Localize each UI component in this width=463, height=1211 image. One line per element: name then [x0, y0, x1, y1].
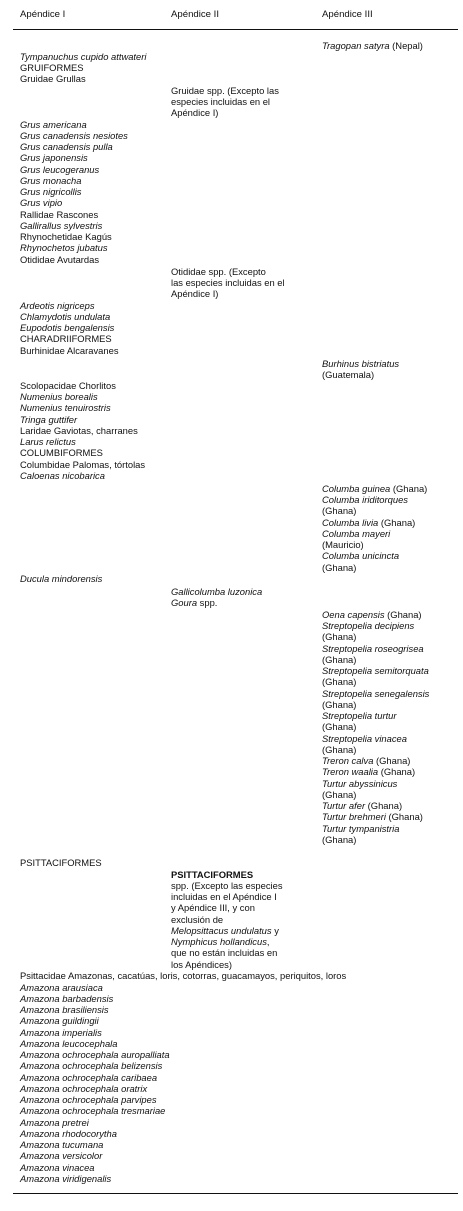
- species-name: Columba guinea: [322, 483, 391, 494]
- table-cell-line: [20, 1038, 117, 1049]
- cell-text: (Ghana): [322, 721, 357, 732]
- table-cell-line: [20, 186, 81, 197]
- species-name: Numenius borealis: [20, 391, 98, 402]
- species-name: Ducula mindorensis: [20, 573, 103, 584]
- table-cell-line: [322, 665, 429, 676]
- table-cell-line: [322, 483, 427, 494]
- table-cell-line: [20, 119, 87, 130]
- table-cell-line: [322, 811, 423, 822]
- species-name: Grus canadensis pulla: [20, 141, 113, 152]
- cell-text: spp.: [171, 880, 189, 891]
- table-cell-line: [20, 220, 102, 231]
- table-cell-line: [322, 778, 397, 789]
- species-name: Amazona ochrocephala belizensis: [20, 1060, 163, 1071]
- table-cell-line: [171, 902, 255, 913]
- cell-text: las especies incluidas en el: [171, 277, 285, 288]
- species-name: Larus relictus: [20, 436, 76, 447]
- cell-text: los Apéndices): [171, 959, 232, 970]
- cell-text: Apéndice I): [171, 288, 219, 299]
- cell-text: (Ghana): [322, 676, 357, 687]
- table-cell-line: [20, 175, 82, 186]
- table-cell-line: [322, 550, 399, 561]
- species-name: Treron waalia: [322, 766, 379, 777]
- table-cell-line: [171, 586, 262, 597]
- cell-text: Rallidae Rascones: [20, 209, 99, 220]
- species-name: Grus leucogeranus: [20, 164, 100, 175]
- cell-text: (Excepto: [226, 266, 266, 277]
- species-name: Amazona barbadensis: [20, 993, 114, 1004]
- table-cell-line: [20, 447, 103, 458]
- table-cell-line: [20, 209, 98, 220]
- species-name: Oena capensis: [322, 609, 385, 620]
- table-cell-line: [20, 970, 346, 981]
- table-cell-line: [171, 266, 266, 277]
- table-cell-line: [20, 414, 77, 425]
- species-name: Tragopan satyra: [322, 40, 390, 51]
- table-cell-line: [20, 311, 110, 322]
- species-name: Amazona ochrocephala tresmariae: [20, 1105, 166, 1116]
- cell-text: Apéndice I): [171, 107, 219, 118]
- table-cell-line: [322, 733, 407, 744]
- species-name: Nymphicus hollandicus: [171, 936, 267, 947]
- table-cell-line: [20, 1049, 170, 1060]
- header-apendice-i: Apéndice I: [20, 9, 66, 20]
- table-cell-line: [171, 925, 279, 936]
- table-cell-line: [20, 231, 112, 242]
- table-cell-line: [171, 85, 279, 96]
- table-cell-line: [20, 242, 108, 253]
- table-cell-line: [171, 107, 218, 118]
- species-name: Numenius tenuirostris: [20, 402, 111, 413]
- species-name: Amazona viridigenalis: [20, 1173, 112, 1184]
- cell-text: Gruidae Grullas: [20, 73, 86, 84]
- header-apendice-ii: Apéndice II: [171, 9, 220, 20]
- species-name: Streptopelia senegalensis: [322, 688, 430, 699]
- table-cell-line: [322, 744, 356, 755]
- species-name: Tympanuchus cupido attwateri: [20, 51, 147, 62]
- table-cell-line: [20, 130, 128, 141]
- species-name: Turtur afer: [322, 800, 366, 811]
- species-name: Rhynochetos jubatus: [20, 242, 108, 253]
- species-name: Ardeotis nigriceps: [20, 300, 95, 311]
- species-name: Streptopelia roseogrisea: [322, 643, 424, 654]
- cell-text: exclusión de: [171, 914, 224, 925]
- table-cell-line: [20, 982, 103, 993]
- cell-text: (Ghana): [322, 834, 357, 845]
- species-name: Amazona guildingii: [20, 1015, 99, 1026]
- species-name: Grus vipio: [20, 197, 63, 208]
- species-name: Grus monacha: [20, 175, 82, 186]
- table-cell-line: [20, 1060, 162, 1071]
- cell-text: Laridae Gaviotas, charranes: [20, 425, 138, 436]
- table-cell-line: [322, 631, 356, 642]
- species-name: Caloenas nicobarica: [20, 470, 105, 481]
- cell-text: (Ghana): [378, 766, 416, 777]
- table-cell-line: [171, 936, 270, 947]
- table-cell-line: [20, 254, 99, 265]
- table-cell-line: [322, 369, 374, 380]
- cell-text: (Ghana): [373, 755, 411, 766]
- table-cell-line: [20, 1150, 102, 1161]
- table-cell-line: [322, 800, 402, 811]
- species-name: Grus americana: [20, 119, 87, 130]
- cell-text: (Ghana): [322, 789, 357, 800]
- table-cell-line: [20, 1004, 109, 1015]
- species-name: Melopsittacus undulatus: [171, 925, 272, 936]
- cell-text: Otididae spp.: [171, 266, 227, 277]
- table-cell-line: [20, 573, 102, 584]
- species-name: Columba iriditorques: [322, 494, 408, 505]
- table-cell-line: [20, 391, 98, 402]
- table-cell-line: [322, 562, 356, 573]
- table-cell-line: [20, 62, 84, 73]
- table-cell-line: [322, 643, 424, 654]
- species-name: Tringa guttifer: [20, 414, 78, 425]
- table-cell-line: [20, 1083, 147, 1094]
- table-cell-line: [322, 528, 390, 539]
- cell-text: Rhynochetidae Kagús: [20, 231, 112, 242]
- species-name: Turtur tympanistria: [322, 823, 400, 834]
- species-name: Burhinus bistriatus: [322, 358, 400, 369]
- table-cell-line: [322, 710, 397, 721]
- cell-text: (Guatemala): [322, 369, 375, 380]
- cell-text: que no están incluidas en: [171, 947, 278, 958]
- species-name: Amazona brasiliensis: [20, 1004, 109, 1015]
- cell-text: Gruidae spp.: [171, 85, 225, 96]
- cell-text: (Ghana): [390, 483, 428, 494]
- table-cell-line: [171, 880, 283, 891]
- cell-text: especies incluidas en el: [171, 96, 271, 107]
- cell-text: Psittacidae Amazonas, cacatúas, loris, cotorras, guacamayos, periquitos, loros: [20, 970, 347, 981]
- table-cell-line: [322, 620, 414, 631]
- cell-text: (Nepal): [389, 40, 423, 51]
- table-cell-line: [20, 300, 95, 311]
- species-name: Streptopelia turtur: [322, 710, 397, 721]
- table-cell-line: [322, 766, 415, 777]
- cell-text: Otididae Avutardas: [20, 254, 100, 265]
- table-cell-line: [20, 164, 99, 175]
- cell-text: y: [271, 925, 279, 936]
- table-cell-line: [20, 1117, 89, 1128]
- table-cell-line: [20, 1105, 165, 1116]
- cell-text: (Ghana): [384, 609, 422, 620]
- table-cell-line: [322, 358, 399, 369]
- table-cell-line: [322, 505, 356, 516]
- table-cell-line: [322, 789, 356, 800]
- species-name: Amazona arausiaca: [20, 982, 103, 993]
- cell-text: y Apéndice III, y con: [171, 902, 255, 913]
- species-name: Chlamydotis undulata: [20, 311, 111, 322]
- table-cell-line: [20, 1173, 111, 1184]
- table-cell-line: [20, 73, 86, 84]
- cell-text: PSITTACIFORMES: [20, 857, 102, 868]
- table-cell-line: [322, 676, 356, 687]
- table-cell-line: [322, 823, 399, 834]
- cell-text: (Ghana): [322, 562, 357, 573]
- table-cell-line: [20, 51, 146, 62]
- table-cell-line: [20, 1162, 95, 1173]
- cell-text: (Ghana): [322, 631, 357, 642]
- cell-text: (Ghana): [322, 654, 357, 665]
- species-name: Amazona ochrocephala oratrix: [20, 1083, 148, 1094]
- table-cell-line: [171, 947, 277, 958]
- table-cell-line: [20, 345, 119, 356]
- cell-text: Columbidae Palomas, tórtolas: [20, 459, 146, 470]
- species-name: Amazona ochrocephala parvipes: [20, 1094, 157, 1105]
- table-cell-line: [20, 436, 76, 447]
- cell-text: Burhinidae Alcaravanes: [20, 345, 119, 356]
- table-cell-line: [322, 834, 356, 845]
- table-cell-line: [20, 197, 62, 208]
- table-cell-line: [322, 609, 422, 620]
- table-cell-line: [322, 494, 408, 505]
- cell-text: (Ghana): [322, 699, 357, 710]
- species-name: Turtur brehmeri: [322, 811, 386, 822]
- cell-text: (Ghana): [365, 800, 403, 811]
- cell-text: spp.: [197, 597, 218, 608]
- species-name: Amazona tucumana: [20, 1139, 104, 1150]
- species-name: Gallirallus sylvestris: [20, 220, 103, 231]
- table-cell-line: [20, 425, 138, 436]
- species-name: Treron calva: [322, 755, 374, 766]
- table-cell-line: [20, 1027, 102, 1038]
- table-cell-line: [20, 459, 145, 470]
- table-cell-line: [20, 1094, 157, 1105]
- cell-text: (Ghana): [322, 505, 357, 516]
- cell-text: Scolopacidae Chorlitos: [20, 380, 116, 391]
- table-cell-line: [20, 1139, 103, 1150]
- table-cell-line: [322, 688, 429, 699]
- cell-text: (Ghana): [378, 517, 416, 528]
- footer-rule: [13, 1193, 458, 1194]
- table-cell-line: [20, 470, 105, 481]
- species-name: Amazona vinacea: [20, 1162, 95, 1173]
- species-name: Columba unicincta: [322, 550, 400, 561]
- species-name: Gallicolumba luzonica: [171, 586, 263, 597]
- cell-text: COLUMBIFORMES: [20, 447, 103, 458]
- species-name: Amazona pretrei: [20, 1117, 89, 1128]
- table-cell-line: [20, 380, 116, 391]
- species-name: Columba mayeri: [322, 528, 391, 539]
- cell-text: (Ghana): [385, 811, 423, 822]
- table-cell-line: [20, 402, 111, 413]
- table-cell-line: [322, 699, 356, 710]
- cell-text: (Mauricio): [322, 539, 364, 550]
- table-cell-line: [171, 597, 217, 608]
- species-name: Turtur abyssinicus: [322, 778, 398, 789]
- species-name: Amazona ochrocephala caribaea: [20, 1072, 158, 1083]
- species-name: Grus japonensis: [20, 152, 88, 163]
- cell-text: CHARADRIIFORMES: [20, 333, 112, 344]
- cell-text: (Excepto las especies: [188, 880, 283, 891]
- table-cell-line: [20, 333, 112, 344]
- species-name: Amazona imperialis: [20, 1027, 102, 1038]
- table-cell-line: [322, 539, 364, 550]
- species-name: Eupodotis bengalensis: [20, 322, 115, 333]
- table-cell-line: [20, 1128, 117, 1139]
- table-cell-line: [20, 152, 88, 163]
- species-name: Amazona ochrocephala auropalliata: [20, 1049, 170, 1060]
- table-cell-line: [171, 277, 285, 288]
- species-name: Streptopelia semitorquata: [322, 665, 429, 676]
- cell-text: incluidas en el Apéndice I: [171, 891, 277, 902]
- cell-text: GRUIFORMES: [20, 62, 84, 73]
- species-name: Streptopelia vinacea: [322, 733, 407, 744]
- table-cell-line: [322, 654, 356, 665]
- species-name: Streptopelia decipiens: [322, 620, 415, 631]
- table-cell-line: [20, 1072, 157, 1083]
- table-cell-line: [322, 755, 410, 766]
- species-name: Grus canadensis nesiotes: [20, 130, 128, 141]
- table-cell-line: [20, 1015, 99, 1026]
- table-cell-line: [322, 721, 356, 732]
- cell-text: (Ghana): [322, 744, 357, 755]
- table-cell-line: [171, 288, 218, 299]
- table-cell-line: [322, 517, 415, 528]
- table-cell-line: [171, 869, 253, 880]
- table-cell-line: [20, 141, 113, 152]
- species-name: Grus nigricollis: [20, 186, 82, 197]
- table-cell-line: [322, 40, 423, 51]
- species-name: Columba livia: [322, 517, 379, 528]
- table-cell-line: [20, 993, 113, 1004]
- species-name: Amazona rhodocorytha: [20, 1128, 117, 1139]
- table-cell-line: [171, 914, 223, 925]
- cell-text: ,: [266, 936, 270, 947]
- table-cell-line: [171, 96, 270, 107]
- table-cell-line: [20, 322, 114, 333]
- cell-text: PSITTACIFORMES: [171, 869, 254, 880]
- species-name: Amazona leucocephala: [20, 1038, 118, 1049]
- header-rule: [13, 29, 458, 30]
- cell-text: (Excepto las: [224, 85, 279, 96]
- table-cell-line: [20, 857, 102, 868]
- header-apendice-iii: Apéndice III: [322, 9, 373, 20]
- species-name: Amazona versicolor: [20, 1150, 103, 1161]
- species-name: Goura: [171, 597, 198, 608]
- table-cell-line: [171, 891, 277, 902]
- table-cell-line: [171, 959, 232, 970]
